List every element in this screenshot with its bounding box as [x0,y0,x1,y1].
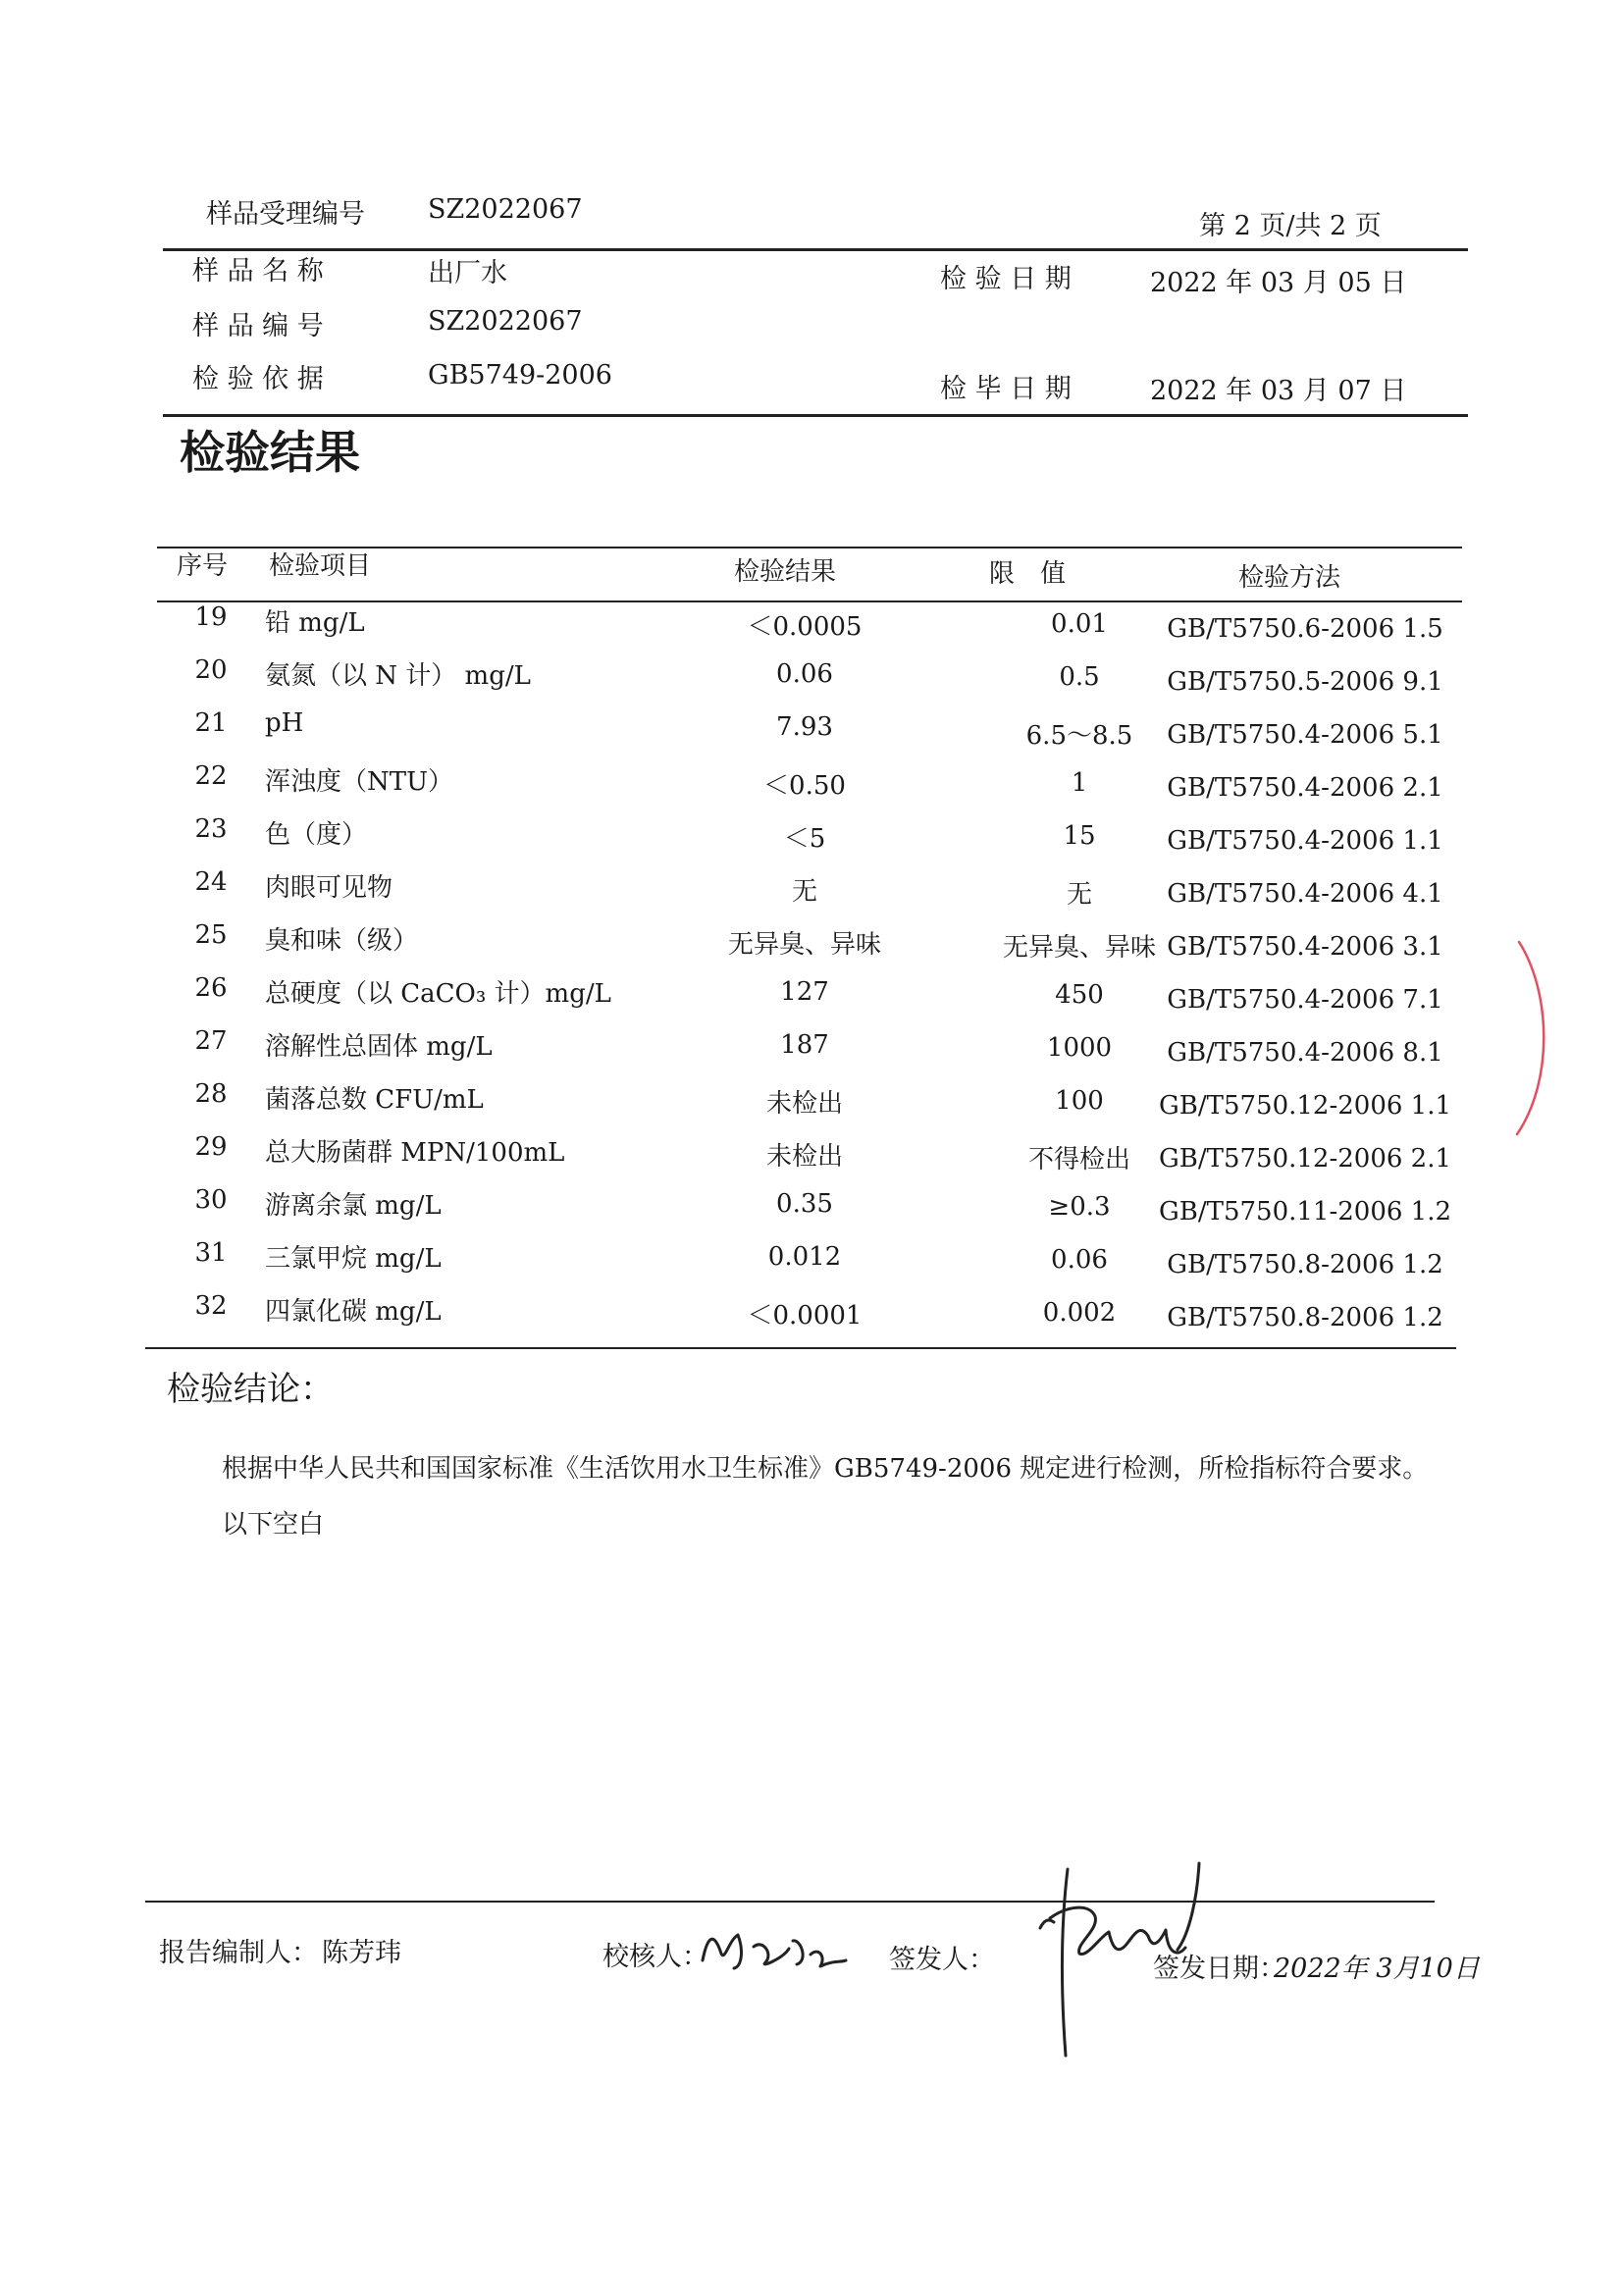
row-limit: 0.01 [1051,609,1108,639]
row-method: GB/T5750.5-2006 9.1 [1167,667,1443,697]
row-method: GB/T5750.4-2006 7.1 [1167,985,1443,1015]
row-no: 24 [194,867,228,897]
col-header-no: 序号 [177,551,229,581]
table-row [157,814,1472,867]
row-limit: 0.5 [1059,662,1100,692]
reviewer-signature [695,1911,852,1980]
row-item: 铅 mg/L [265,608,365,638]
row-item: 游离余氯 mg/L [265,1191,442,1221]
table-row [157,761,1472,814]
page-indicator: 第 2 页/共 2 页 [1199,211,1382,241]
row-method: GB/T5750.4-2006 3.1 [1167,932,1443,962]
row-limit: 不得检出 [1027,1145,1130,1174]
basis-label: 检 验 依 据 [192,364,324,394]
row-item: 总硬度（以 CaCO₃ 计）mg/L [265,979,611,1009]
table-row [157,1238,1472,1291]
acceptance-no-label: 样品受理编号 [206,199,365,230]
compiler-name: 陈芳玮 [322,1938,401,1968]
table-bottom-rule [145,1347,1456,1349]
row-result: 无异臭、异味 [727,930,881,960]
sample-name: 出厂水 [428,258,507,288]
table-row [157,1185,1472,1238]
row-result: 7.93 [776,712,833,742]
row-limit: ≥0.3 [1048,1192,1111,1222]
row-result: 187 [780,1030,829,1060]
table-row [157,1079,1472,1132]
row-item: 浑浊度（NTU） [265,767,454,797]
row-method: GB/T5750.6-2006 1.5 [1167,614,1443,644]
row-result: 未检出 [765,1142,843,1172]
row-result: 127 [780,977,829,1007]
row-limit: 1 [1071,768,1088,798]
table-row [157,708,1472,761]
conclusion-text: 根据中华人民共和国国家标准《生活饮用水卫生标准》GB5749-2006 规定进行检测，所检指标符合要求。 [222,1454,1429,1484]
row-limit: 450 [1055,980,1104,1010]
row-no: 28 [194,1079,228,1109]
finish-date-label: 检 毕 日 期 [940,374,1072,404]
reviewer-label: 校核人： [602,1942,708,1972]
row-no: 25 [194,920,228,950]
row-item: 臭和味（级） [265,926,419,956]
row-item: 三氯甲烷 mg/L [265,1244,442,1274]
row-item: pH [265,708,304,738]
basis: GB5749-2006 [428,360,612,391]
row-method: GB/T5750.8-2006 1.2 [1167,1250,1443,1279]
row-no: 26 [194,973,228,1003]
test-date-label: 检 验 日 期 [940,264,1072,294]
row-no: 31 [194,1238,228,1268]
table-row [157,602,1472,655]
row-result: 无 [791,877,817,907]
table-row [157,867,1472,920]
sample-no-label: 样 品 编 号 [192,311,324,341]
row-method: GB/T5750.4-2006 4.1 [1167,879,1443,909]
row-item: 肉眼可见物 [265,873,393,903]
sample-name-label: 样 品 名 称 [192,256,324,287]
row-item: 溶解性总固体 mg/L [265,1032,493,1062]
row-result: 0.012 [767,1242,842,1272]
col-header-limit: 限 值 [989,559,1067,589]
row-method: GB/T5750.8-2006 1.2 [1167,1303,1443,1332]
seal-stamp-edge [1511,932,1570,1148]
row-no: 23 [194,814,228,844]
row-no: 22 [194,761,228,791]
blank-note: 以下空白 [222,1510,325,1539]
row-no: 32 [194,1291,228,1321]
col-header-result: 检验结果 [734,557,837,587]
acceptance-no: SZ2022067 [428,194,583,225]
row-method: GB/T5750.4-2006 8.1 [1167,1038,1443,1068]
finish-date: 2022 年 03 月 07 日 [1150,376,1407,406]
table-row [157,655,1472,708]
col-header-method: 检验方法 [1238,563,1341,593]
table-row [157,920,1472,973]
table-row [157,1026,1472,1079]
row-method: GB/T5750.4-2006 1.1 [1167,826,1443,856]
sample-no: SZ2022067 [428,306,583,337]
row-method: GB/T5750.12-2006 1.1 [1158,1091,1452,1121]
col-header-item: 检验项目 [269,551,372,581]
compiler-label: 报告编制人： [159,1938,318,1968]
row-item: 色（度） [265,820,368,850]
section-title: 检验结果 [180,426,360,479]
table-row [157,1291,1472,1344]
row-limit: 1000 [1046,1033,1113,1063]
row-no: 29 [194,1132,228,1162]
row-item: 四氯化碳 mg/L [265,1297,442,1327]
row-limit: 100 [1055,1086,1104,1116]
row-result: ＜5 [783,824,826,854]
row-method: GB/T5750.4-2006 2.1 [1167,773,1443,803]
row-limit: 0.002 [1042,1298,1117,1328]
row-item: 氨氮（以 N 计） mg/L [265,661,531,691]
row-limit: 15 [1063,821,1096,851]
footer-rule [145,1901,1435,1903]
row-result: ＜0.50 [763,771,846,801]
row-no: 19 [194,602,228,632]
issue-date: 2022年 3月10日 [1274,1954,1480,1984]
row-no: 21 [194,708,228,738]
table-row [157,973,1472,1026]
row-method: GB/T5750.4-2006 5.1 [1167,720,1443,750]
row-limit: 无 [1066,880,1092,910]
table-row [157,1132,1472,1185]
test-date: 2022 年 03 月 05 日 [1150,268,1407,298]
row-item: 总大肠菌群 MPN/100mL [265,1138,565,1168]
row-item: 菌落总数 CFU/mL [265,1085,484,1115]
row-no: 30 [194,1185,228,1215]
row-result: 0.06 [776,659,833,689]
row-result: 0.35 [776,1189,833,1219]
row-method: GB/T5750.12-2006 2.1 [1158,1144,1452,1174]
issuer-label: 签发人： [889,1945,995,1975]
issue-date-label: 签发日期： [1153,1954,1285,1984]
row-result: ＜0.0001 [747,1301,863,1331]
row-result: ＜0.0005 [747,612,863,642]
row-limit: 6.5～8.5 [1025,721,1133,751]
conclusion-title: 检验结论： [167,1370,334,1409]
row-method: GB/T5750.11-2006 1.2 [1158,1197,1452,1226]
row-limit: 0.06 [1051,1245,1108,1275]
row-no: 27 [194,1026,228,1056]
row-limit: 无异臭、异味 [1002,933,1156,963]
row-result: 未检出 [765,1089,843,1119]
header-top-rule [163,248,1468,251]
row-no: 20 [194,655,228,685]
